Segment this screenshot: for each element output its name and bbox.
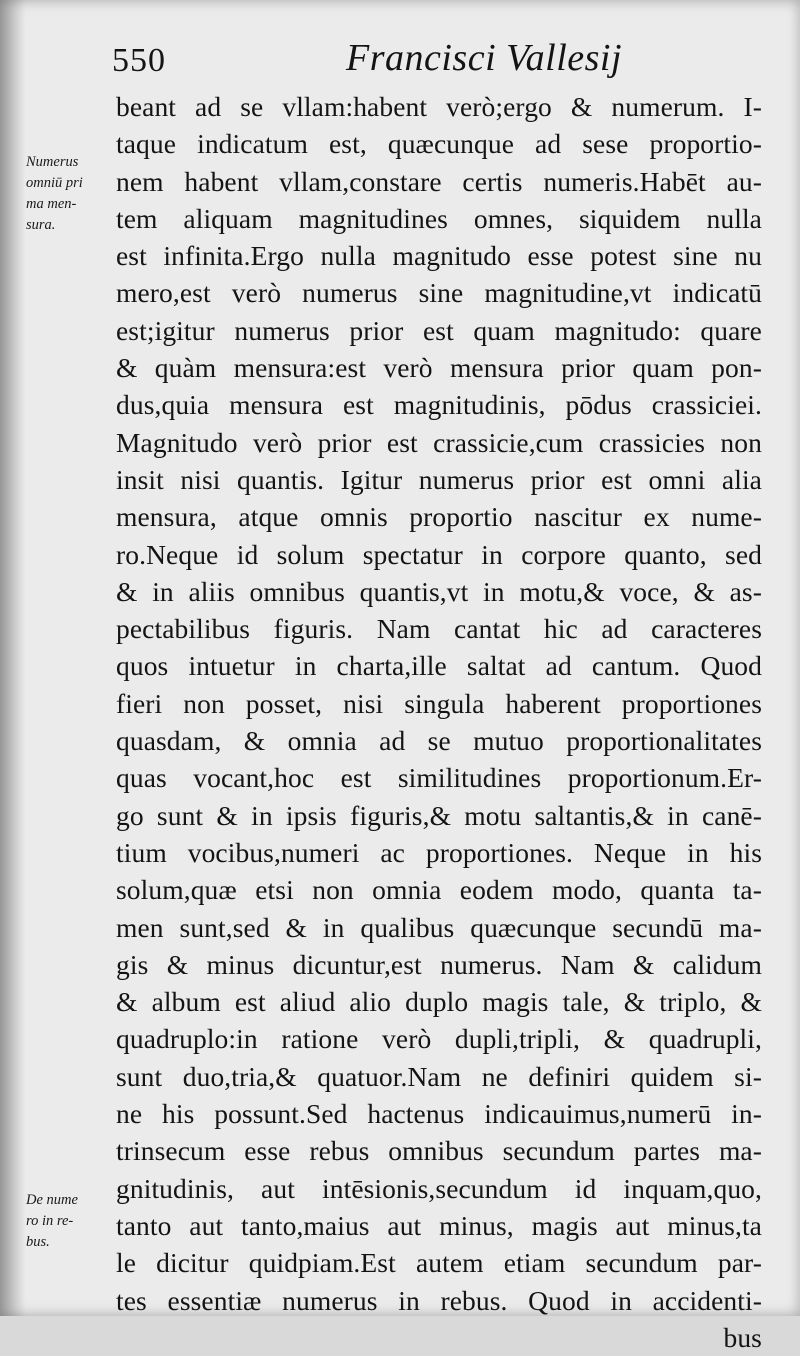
- text-line: mensura, atque omnis proportio nascitur ex nume-: [116, 501, 762, 533]
- text-line: tes essentiæ numerus in rebus. Quod in accidenti-: [116, 1284, 762, 1316]
- text-line: go sunt & in ipsis figuris,& motu saltantis,& in canē-: [116, 799, 762, 831]
- text-line: nem habent vllam,constare certis numeris.Habēt au-: [116, 165, 762, 197]
- gutter-shadow: [0, 0, 26, 1316]
- text-line: quasdam, & omnia ad se mutuo proportionalitates: [116, 725, 762, 757]
- text-line: solum,quæ etsi non omnia eodem modo, quanta ta-: [116, 874, 762, 906]
- text-line: & album est aliud alio duplo magis tale, & triplo, &: [116, 986, 762, 1018]
- margin-note-line: sura.: [26, 217, 56, 233]
- text-line: quas vocant,hoc est similitudines proportionum.Er-: [116, 762, 762, 794]
- text-line: tanto aut tanto,maius aut minus, magis aut minus,ta: [116, 1209, 762, 1241]
- text-line: taque indicatum est, quæcunque ad sese proportio-: [116, 128, 762, 160]
- text-line: beant ad se vllam:habent verò;ergo & numerum. I-: [116, 91, 762, 122]
- text-line: est infinita.Ergo nulla magnitudo esse potest sine nu: [116, 240, 762, 272]
- page-number: 550: [112, 42, 166, 79]
- margin-note-line: ma men-: [26, 196, 77, 212]
- text-line: trinsecum esse rebus omnibus secundum partes ma-: [116, 1135, 762, 1167]
- text-line: insit nisi quantis. Igitur numerus prior est omni alia: [116, 463, 762, 495]
- text-line: ne his possunt.Sed hactenus indicauimus,numerū in-: [116, 1098, 762, 1130]
- text-line: tem aliquam magnitudines omnes, siquidem nulla: [116, 202, 762, 234]
- text-line: sunt duo,tria,& quatuor.Nam ne definiri quidem si-: [116, 1060, 762, 1092]
- text-line: men sunt,sed & in qualibus quæcunque secundū ma-: [116, 911, 762, 943]
- text-line: quos intuetur in charta,ille saltat ad cantum. Quod: [116, 650, 762, 682]
- margin-note-numerus: [26, 152, 83, 236]
- running-title: Francisci Vallesij: [346, 37, 623, 79]
- margin-note-line: De nume: [26, 1192, 78, 1208]
- margin-note-line: omniū pri: [26, 175, 83, 191]
- margin-note-line: bus.: [26, 1234, 50, 1250]
- text-line: dus,quia mensura est magnitudinis, pōdus crassiciei.: [116, 389, 762, 421]
- text-line: mero,est verò numerus sine magnitudine,vt indicatū: [116, 277, 762, 309]
- text-line: le dicitur quidpiam.Est autem etiam secundum par-: [116, 1247, 762, 1279]
- text-line: fieri non posset, nisi singula haberent proportiones: [116, 687, 762, 719]
- text-line: gis & minus dicuntur,est numerus. Nam & calidum: [116, 948, 762, 980]
- text-line: est;igitur numerus prior est quam magnitudo: quare: [116, 314, 762, 346]
- text-line: gnitudinis, aut intēsionis,secundum id inquam,quo,: [116, 1172, 762, 1204]
- margin-note-de-numero: [26, 1190, 78, 1253]
- body-text: [116, 88, 762, 1356]
- catchword: bus: [723, 1321, 762, 1353]
- text-line: Magnitudo verò prior est crassicie,cum crassicies non: [116, 426, 762, 458]
- text-line: ro.Neque id solum spectatur in corpore quanto, sed: [116, 538, 762, 570]
- text-line: & in aliis omnibus quantis,vt in motu,& voce, & as-: [116, 575, 762, 607]
- margin-note-line: ro in re-: [26, 1213, 74, 1229]
- text-line: quadruplo:in ratione verò dupli,tripli, & quadrupli,: [116, 1023, 762, 1055]
- text-line: & quàm mensura:est verò mensura prior quam pon-: [116, 352, 762, 384]
- text-line: pectabilibus figuris. Nam cantat hic ad caracteres: [116, 613, 762, 645]
- running-head: [0, 20, 800, 90]
- margin-note-line: Numerus: [26, 154, 79, 170]
- text-line: tium vocibus,numeri ac proportiones. Neque in his: [116, 836, 762, 868]
